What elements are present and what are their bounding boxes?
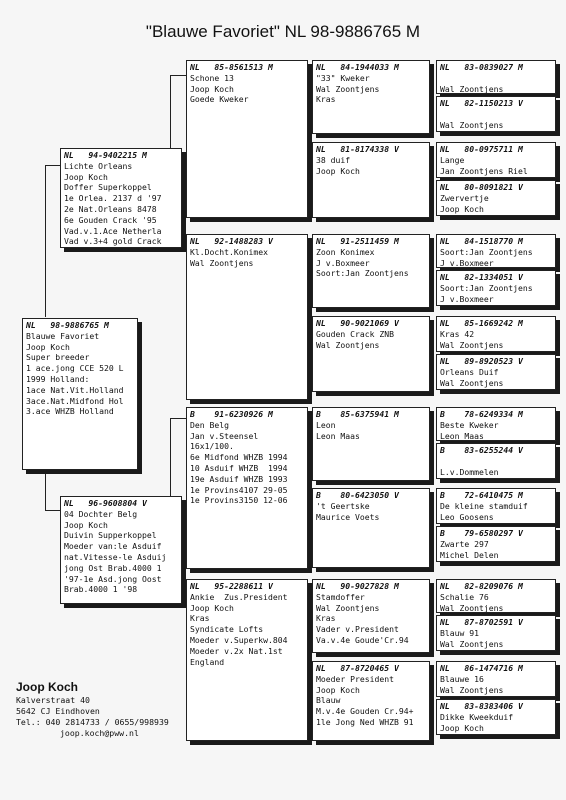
pedigree-line: 3ace.Nat.Midfond Hol — [26, 395, 124, 406]
pedigree-line: Wal Zoontjens — [440, 602, 504, 613]
pedigree-line: Joop Koch — [316, 165, 360, 176]
pedigree-title: "Blauwe Favoriet" NL 98-9886765 M — [145, 22, 421, 41]
pedigree-line: 2e Nat.Orleans 8478 — [64, 203, 157, 214]
pedigree-line: Vad.v.1.Ace Netherla — [64, 225, 162, 236]
pedigree-line: Wal Zoontjens — [316, 83, 380, 94]
breeder-email: joop.koch@pww.nl — [60, 728, 139, 738]
pedigree-card-sire — [60, 148, 182, 248]
pigeon-name: Gouden Crack ZNB — [316, 328, 394, 339]
ring-number: NL 87-8720465 V — [316, 663, 399, 673]
pigeon-name: Blauwe Favoriet — [26, 330, 100, 341]
pigeon-name: Stamdoffer — [316, 591, 365, 602]
pigeon-name: De kleine stamduif — [440, 500, 528, 511]
ring-number: B 79-6580297 V — [440, 528, 523, 538]
pedigree-line: Syndicate Lofts — [190, 624, 264, 635]
pedigree-card-gen5-15 — [436, 661, 556, 697]
ring-number: NL 82-8209076 M — [440, 581, 523, 591]
pedigree-card-dam — [60, 496, 182, 604]
pedigree-line: 1e Orlea. 2137 d '97 — [64, 193, 162, 204]
pedigree-card-dam-dam — [186, 579, 308, 741]
pedigree-line: jong Ost Brab.4000 1 — [64, 562, 162, 573]
pedigree-line: Leon Maas — [316, 430, 360, 441]
connector — [45, 510, 61, 511]
pedigree-line: Moeder v.Superkw.804 — [190, 634, 288, 645]
pedigree-line: Wal Zoontjens — [440, 377, 504, 388]
pedigree-line: Kras — [190, 613, 210, 624]
pigeon-name — [440, 109, 552, 120]
pigeon-name: Leon — [316, 419, 336, 430]
pedigree-line: England — [190, 656, 225, 667]
pedigree-line: Kras — [316, 94, 336, 105]
ring-number: NL 83-0839027 M — [440, 62, 523, 72]
pedigree-line: Vad v.3+4 gold Crack — [64, 236, 162, 247]
pigeon-name: Blauwe 16 — [440, 673, 484, 684]
pedigree-line: 6e Midfond WHZB 1994 — [190, 452, 288, 463]
pedigree-card-gen5-12 — [436, 526, 556, 562]
pedigree-card-subject — [22, 318, 138, 470]
pedigree-card-gen5-16 — [436, 699, 556, 735]
ring-number: NL 82-1334051 V — [440, 272, 523, 282]
pedigree-line: Super breeder — [26, 352, 90, 363]
ring-number: NL 98-9886765 M — [26, 320, 109, 330]
ring-number: NL 86-1474716 M — [440, 663, 523, 673]
pedigree-line: Wal Zoontjens — [316, 602, 380, 613]
pedigree-card-gen5-2 — [436, 96, 556, 132]
pedigree-card-gen5-14 — [436, 615, 556, 651]
pedigree-line: 1999 Holland: — [26, 373, 90, 384]
pigeon-name: Orleans Duif — [440, 366, 499, 377]
pedigree-line: Va.v.4e Goude'Cr.94 — [316, 634, 409, 645]
ring-number: NL 84-1518770 M — [440, 236, 523, 246]
pedigree-card-gen5-13 — [436, 579, 556, 613]
connector — [170, 75, 186, 76]
pedigree-card-sire-sire-sire — [312, 60, 430, 134]
pedigree-card-sire-sire-dam — [312, 142, 430, 218]
pedigree-line: L.v.Dommelen — [440, 466, 499, 477]
pedigree-line: J v.Boxmeer — [316, 257, 370, 268]
pigeon-name: Ankie Zus.President — [190, 591, 288, 602]
pedigree-line: Wal Zoontjens — [316, 339, 380, 350]
pedigree-card-gen5-1 — [436, 60, 556, 94]
pigeon-name: Soort:Jan Zoontjens — [440, 282, 533, 293]
pedigree-line: Brab.4000 1 '98 — [64, 584, 138, 595]
pedigree-line: Joop Koch — [64, 171, 108, 182]
pedigree-card-gen5-4 — [436, 180, 556, 216]
pedigree-line: 1ace Nat.Vit.Holland — [26, 384, 124, 395]
pedigree-line: 6e Gouden Crack '95 — [64, 214, 157, 225]
pigeon-name: Zwervertje — [440, 192, 489, 203]
pedigree-line: Michel Delen — [440, 549, 499, 560]
breeder-phone: Tel.: 040 2814733 / 0655/998939 — [16, 717, 169, 727]
pedigree-card-gen5-3 — [436, 142, 556, 178]
breeder-name: Joop Koch — [16, 680, 78, 694]
pedigree-line: Vader v.President — [316, 624, 399, 635]
pedigree-line: Leo Goosens — [440, 511, 494, 522]
ring-number: NL 84-1944033 M — [316, 62, 399, 72]
pedigree-line: Joop Koch — [190, 602, 234, 613]
ring-number: B 72-6410475 M — [440, 490, 523, 500]
connector — [45, 165, 46, 317]
ring-number: B 85-6375941 M — [316, 409, 399, 419]
ring-number: NL 80-8091821 V — [440, 182, 523, 192]
pedigree-line: Moeder v.2x Nat.1st — [190, 645, 283, 656]
pedigree-line: Joop Koch — [440, 722, 484, 733]
pedigree-line: Joop Koch — [26, 341, 70, 352]
ring-number: NL 85-8561513 M — [190, 62, 273, 72]
pedigree-card-dam-sire — [186, 407, 308, 569]
pedigree-card-dam-dam-sire — [312, 579, 430, 653]
pedigree-line: Jan v.Steensel — [190, 430, 259, 441]
pedigree-line: Goede Kweker — [190, 94, 249, 105]
pigeon-name: Zoon Konimex — [316, 246, 375, 257]
pigeon-name — [440, 73, 552, 84]
pedigree-card-sire-dam — [186, 234, 308, 400]
ring-number: NL 85-1669242 M — [440, 318, 523, 328]
pigeon-name: 04 Dochter Belg — [64, 508, 138, 519]
ring-number: B 80-6423050 V — [316, 490, 399, 500]
pedigree-line: 1e Provins3150 12-06 — [190, 495, 288, 506]
pedigree-card-gen5-5 — [436, 234, 556, 268]
breeder-contact — [16, 680, 169, 739]
pedigree-line: M.v.4e Gouden Cr.94+ — [316, 706, 414, 717]
pedigree-line: Wal Zoontjens — [440, 684, 504, 695]
pigeon-name: Beste Kweker — [440, 419, 499, 430]
pigeon-name — [440, 456, 552, 467]
pigeon-name: Soort:Jan Zoontjens — [440, 246, 533, 257]
pedigree-line: J v.Boxmeer — [440, 293, 494, 304]
pedigree-card-gen5-9 — [436, 407, 556, 441]
pedigree-line: Wal Zoontjens — [440, 83, 504, 94]
pigeon-name: "33" Kweker — [316, 72, 370, 83]
pedigree-line: 1e Provins4107 29-05 — [190, 484, 288, 495]
pedigree-line: 19e Asduif WHZB 1993 — [190, 473, 288, 484]
pedigree-card-gen5-11 — [436, 488, 556, 524]
pedigree-line: J v.Boxmeer — [440, 257, 494, 268]
ring-number: B 83-6255244 V — [440, 445, 523, 455]
pedigree-line: Joop Koch — [316, 684, 360, 695]
pedigree-card-sire-sire — [186, 60, 308, 218]
ring-number: NL 90-9027828 M — [316, 581, 399, 591]
ring-number: NL 83-8383406 V — [440, 701, 523, 711]
pedigree-card-sire-dam-dam — [312, 316, 430, 392]
breeder-city: 5642 CJ Eindhoven — [16, 706, 100, 716]
pedigree-line: Joop Koch — [64, 519, 108, 530]
pedigree-line: 1le Jong Ned WHZB 91 — [316, 716, 414, 727]
ring-number: NL 94-9402215 M — [64, 150, 147, 160]
ring-number: B 78-6249334 M — [440, 409, 523, 419]
pedigree-line: Wal Zoontjens — [190, 257, 254, 268]
ring-number: NL 95-2288611 V — [190, 581, 273, 591]
pedigree-line: Jan Zoontjens Riel — [440, 165, 528, 176]
pigeon-name: Schalie 76 — [440, 591, 489, 602]
ring-number: NL 92-1488283 V — [190, 236, 273, 246]
pedigree-line: Joop Koch — [440, 203, 484, 214]
pigeon-name: Lange — [440, 154, 465, 165]
connector — [170, 418, 186, 419]
pedigree-card-dam-dam-dam — [312, 661, 430, 741]
pedigree-card-gen5-6 — [436, 270, 556, 306]
breeder-street: Kalverstraat 40 — [16, 695, 90, 705]
pedigree-card-gen5-7 — [436, 316, 556, 352]
pigeon-name: Schone 13 — [190, 72, 234, 83]
pedigree-line: 1 ace.jong CCE 520 L — [26, 363, 124, 374]
pedigree-line: Moeder van:le Asduif — [64, 541, 162, 552]
ring-number: NL 82-1150213 V — [440, 98, 523, 108]
pedigree-line: '97-1e Asd.jong Oost — [64, 573, 162, 584]
pedigree-line: Doffer Superkoppel — [64, 182, 152, 193]
pedigree-line: Wal Zoontjens — [440, 638, 504, 649]
pigeon-name: Dikke Kweekduif — [440, 711, 514, 722]
pedigree-line: 16x1/100. — [190, 441, 234, 452]
pigeon-name: 't Geertske — [316, 500, 370, 511]
pedigree-card-gen5-10 — [436, 443, 556, 479]
pedigree-line: Duivin Supperkoppel — [64, 530, 157, 541]
pigeon-name: Kras 42 — [440, 328, 475, 339]
ring-number: NL 81-8174338 V — [316, 144, 399, 154]
pedigree-line: nat.Vitesse-le Asduij — [64, 551, 167, 562]
ring-number: NL 89-8920523 V — [440, 356, 523, 366]
ring-number: B 91-6230926 M — [190, 409, 273, 419]
pedigree-line: Wal Zoontjens — [440, 339, 504, 350]
ring-number: NL 87-8702591 V — [440, 617, 523, 627]
ring-number: NL 80-0975711 M — [440, 144, 523, 154]
pedigree-line: Blauw — [316, 695, 341, 706]
pedigree-card-dam-sire-sire — [312, 407, 430, 481]
pedigree-line: 3.ace WHZB Holland — [26, 406, 114, 417]
pedigree-line: Soort:Jan Zoontjens — [316, 268, 409, 279]
pedigree-line: Maurice Voets — [316, 511, 380, 522]
pigeon-name: Kl.Docht.Konimex — [190, 246, 268, 257]
pigeon-name: 38 duif — [316, 154, 351, 165]
pedigree-line: Kras — [316, 613, 336, 624]
pedigree-line: 10 Asduif WHZB 1994 — [190, 462, 288, 473]
pedigree-card-dam-sire-dam — [312, 488, 430, 568]
pigeon-name: Zwarte 297 — [440, 538, 489, 549]
pigeon-name: Den Belg — [190, 419, 229, 430]
pigeon-name: Lichte Orleans — [64, 160, 133, 171]
pedigree-card-gen5-8 — [436, 354, 556, 390]
connector — [45, 165, 61, 166]
connector — [45, 470, 46, 510]
ring-number: NL 91-2511459 M — [316, 236, 399, 246]
pedigree-line: Joop Koch — [190, 83, 234, 94]
ring-number: NL 96-9608804 V — [64, 498, 147, 508]
pedigree-card-sire-dam-sire — [312, 234, 430, 308]
ring-number: NL 90-9021069 V — [316, 318, 399, 328]
pigeon-name: Blauw 91 — [440, 627, 479, 638]
pedigree-line: Wal Zoontjens — [440, 119, 504, 130]
pedigree-line: Leon Maas — [440, 430, 484, 441]
pigeon-name: Moeder President — [316, 673, 394, 684]
